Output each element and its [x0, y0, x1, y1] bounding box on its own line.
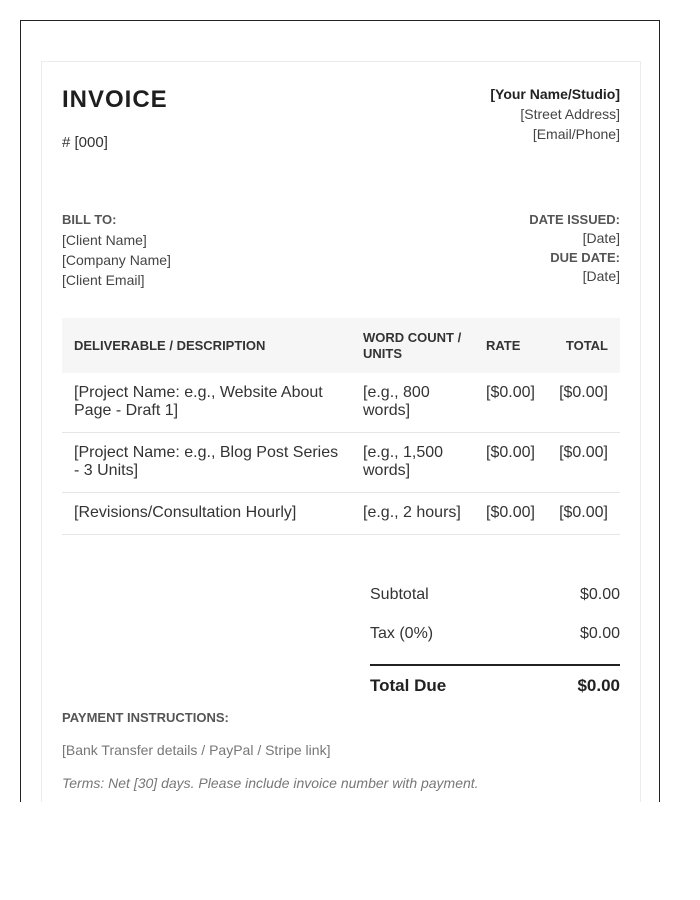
table-header-row — [62, 318, 620, 373]
line-items-table — [62, 318, 620, 535]
total-due-value: $0.00 — [577, 676, 620, 695]
due-date-label: DUE DATE: — [550, 250, 620, 265]
row-units: [e.g., 2 hours] — [351, 493, 474, 535]
table-row — [62, 373, 620, 433]
client-email: [Client Email] — [62, 272, 145, 288]
column-header-description: DELIVERABLE / DESCRIPTION — [62, 318, 351, 373]
row-rate: [$0.00] — [474, 493, 547, 535]
document-frame — [20, 20, 660, 802]
sender-street: [Street Address] — [520, 106, 620, 122]
sender-block — [490, 84, 620, 144]
client-name: [Client Name] — [62, 232, 147, 248]
tax-value: $0.00 — [579, 625, 620, 642]
row-description: [Project Name: e.g., Blog Post Series - 3 Units] — [62, 433, 351, 493]
row-description: [Revisions/Consultation Hourly] — [62, 493, 351, 535]
subtotal-label: Subtotal — [370, 586, 429, 603]
invoice-number: # [000] — [62, 134, 108, 151]
row-rate: [$0.00] — [474, 373, 547, 433]
subtotal-row — [370, 586, 620, 625]
date-issued-label: DATE ISSUED: — [529, 212, 620, 227]
column-header-total: TOTAL — [547, 318, 620, 373]
dates-block — [529, 210, 620, 286]
tax-row — [370, 625, 620, 664]
payment-terms: Terms: Net [30] days. Please include invoice number with payment. — [62, 775, 479, 791]
table-row — [62, 493, 620, 535]
row-total: [$0.00] — [547, 493, 620, 535]
payment-instructions-label: PAYMENT INSTRUCTIONS: — [62, 710, 229, 725]
row-total: [$0.00] — [547, 373, 620, 433]
table-row — [62, 433, 620, 493]
totals-summary — [370, 586, 620, 696]
payment-details: [Bank Transfer details / PayPal / Stripe link] — [62, 742, 331, 758]
row-description: [Project Name: e.g., Website About Page - Draft 1] — [62, 373, 351, 433]
column-header-rate: RATE — [474, 318, 547, 373]
client-company: [Company Name] — [62, 252, 171, 268]
total-due-row — [370, 664, 620, 696]
invoice-title: INVOICE — [62, 86, 168, 113]
row-units: [e.g., 1,500 words] — [351, 433, 474, 493]
bill-to-block — [62, 210, 171, 290]
row-total: [$0.00] — [547, 433, 620, 493]
sender-name: [Your Name/Studio] — [490, 86, 620, 102]
invoice-page — [41, 61, 641, 802]
bill-to-label: BILL TO: — [62, 212, 117, 227]
sender-contact: [Email/Phone] — [532, 126, 620, 142]
column-header-units: WORD COUNT / UNITS — [351, 318, 474, 373]
total-due-label: Total Due — [370, 676, 447, 695]
row-rate: [$0.00] — [474, 433, 547, 493]
subtotal-value: $0.00 — [579, 586, 620, 603]
date-issued-value: [Date] — [582, 230, 620, 246]
due-date-value: [Date] — [582, 268, 620, 284]
tax-label: Tax (0%) — [370, 625, 434, 642]
row-units: [e.g., 800 words] — [351, 373, 474, 433]
